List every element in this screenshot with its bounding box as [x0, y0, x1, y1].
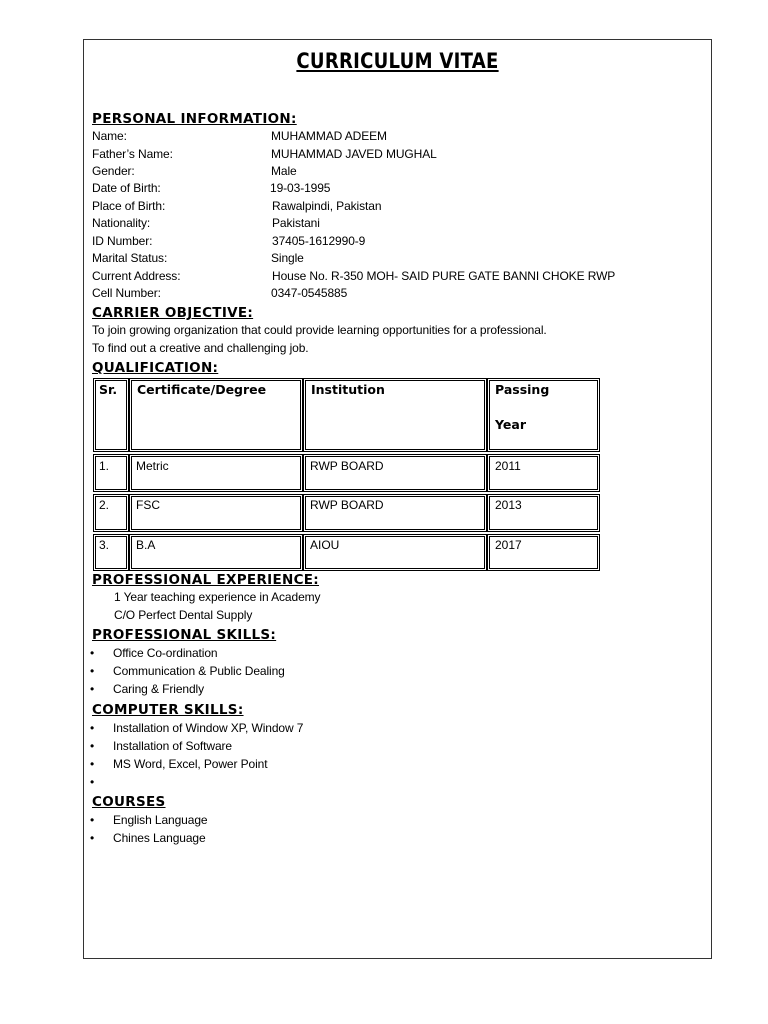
computer-skill-item: Installation of Software	[113, 739, 233, 753]
table-row-3-degree: B.A	[136, 538, 156, 552]
experience-heading: PROFESSIONAL EXPERIENCE:	[92, 572, 320, 588]
bullet-icon: •	[90, 682, 95, 696]
document-title: CURRICULUM VITAE	[296, 49, 499, 73]
personal-label-id: ID Number:	[92, 234, 153, 248]
table-header-institution: Institution	[311, 382, 385, 397]
skill-item: Office Co-ordination	[113, 646, 218, 660]
personal-label-gender: Gender:	[92, 164, 135, 178]
objective-line: To find out a creative and challenging job.	[92, 341, 309, 355]
course-item: English Language	[113, 813, 208, 827]
objective-heading: CARRIER OBJECTIVE:	[92, 305, 254, 321]
personal-value-marital: Single	[271, 251, 304, 265]
bullet-icon: •	[90, 664, 95, 678]
personal-value-pob: Rawalpindi, Pakistan	[272, 199, 382, 213]
table-row-3-institution: AIOU	[310, 538, 340, 552]
qualification-heading: QUALIFICATION:	[92, 360, 219, 376]
personal-value-gender: Male	[271, 164, 297, 178]
table-header-year: Year	[495, 417, 526, 432]
table-row-1-year: 2011	[495, 459, 521, 473]
bullet-icon: •	[90, 721, 95, 735]
personal-label-address: Current Address:	[92, 269, 181, 283]
skill-item: Communication & Public Dealing	[113, 664, 285, 678]
bullet-icon: •	[90, 739, 95, 753]
table-header-passing: Passing	[495, 382, 550, 397]
table-row-1-institution: RWP BOARD	[310, 459, 384, 473]
personal-label-marital: Marital Status:	[92, 251, 168, 265]
computer-skill-item: Installation of Window XP, Window 7	[113, 721, 304, 735]
table-row-2-sr: 2.	[99, 498, 110, 512]
experience-line: C/O Perfect Dental Supply	[114, 608, 253, 622]
table-row-2-institution: RWP BOARD	[310, 498, 384, 512]
personal-label-father: Father’s Name:	[92, 147, 173, 161]
personal-value-address: House No. R-350 MOH- SAID PURE GATE BANNI CHOKE RWP	[272, 269, 616, 283]
table-row-3-sr: 3.	[99, 538, 110, 552]
bullet-icon: •	[90, 813, 95, 827]
computer-skills-heading: COMPUTER SKILLS:	[92, 702, 244, 718]
skills-heading: PROFESSIONAL SKILLS:	[92, 627, 277, 643]
personal-label-dob: Date of Birth:	[92, 181, 161, 195]
personal-label-nationality: Nationality:	[92, 216, 151, 230]
table-row-3-year: 2017	[495, 538, 522, 552]
personal-value-id: 37405-1612990-9	[272, 234, 366, 248]
personal-value-father: MUHAMMAD JAVED MUGHAL	[271, 147, 437, 161]
table-row-2-year: 2013	[495, 498, 522, 512]
personal-value-cell: 0347-0545885	[271, 286, 348, 300]
personal-value-dob: 19-03-1995	[270, 181, 331, 195]
experience-line: 1 Year teaching experience in Academy	[114, 590, 321, 604]
personal-value-nationality: Pakistani	[272, 216, 320, 230]
objective-line: To join growing organization that could provide learning opportunities for a professional.	[92, 323, 547, 337]
bullet-icon: •	[90, 646, 95, 660]
table-row-1-sr: 1.	[99, 459, 110, 473]
personal-value-name: MUHAMMAD ADEEM	[271, 129, 387, 143]
table-header-degree: Certificate/Degree	[137, 382, 267, 397]
courses-heading: COURSES	[92, 794, 166, 810]
computer-skill-item: MS Word, Excel, Power Point	[113, 757, 268, 771]
personal-label-cell: Cell Number:	[92, 286, 161, 300]
table-row-1-degree: Metric	[136, 459, 169, 473]
course-item: Chines Language	[113, 831, 206, 845]
bullet-icon: •	[90, 775, 95, 789]
personal-label-pob: Place of Birth:	[92, 199, 166, 213]
table-header-sr: Sr.	[99, 382, 118, 397]
personal-label-name: Name:	[92, 129, 127, 143]
bullet-icon: •	[90, 757, 95, 771]
bullet-icon: •	[90, 831, 95, 845]
cv-page	[83, 39, 712, 959]
table-row-2-degree: FSC	[136, 498, 160, 512]
skill-item: Caring & Friendly	[113, 682, 205, 696]
personal-info-heading: PERSONAL INFORMATION:	[92, 111, 297, 127]
